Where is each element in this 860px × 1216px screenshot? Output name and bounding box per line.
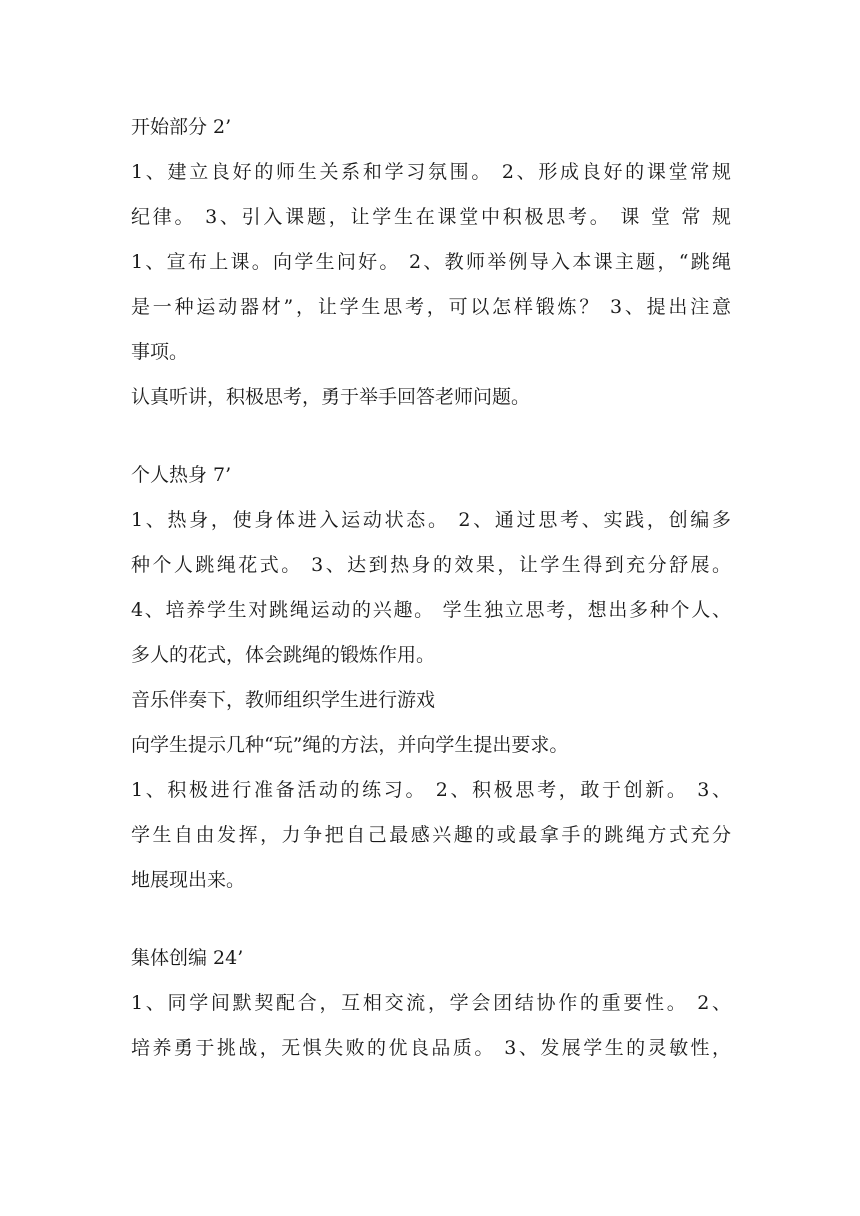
paragraph-line: 认真听讲，积极思考，勇于举手回答老师问题。	[131, 386, 531, 408]
section-heading: 个人热身 7’	[131, 464, 232, 486]
section-group-creation	[131, 941, 731, 1065]
paragraph-line: 1、同学间默契配合，互相交流，学会团结协作的重要性。 2、	[131, 992, 731, 1014]
paragraph-line: 1、建立良好的师生关系和学习氛围。 2、形成良好的课堂常规	[131, 161, 731, 183]
paragraph-line: 学生自由发挥，力争把自己最感兴趣的或最拿手的跳绳方式充分	[131, 824, 731, 846]
paragraph-line: 地展现出来。	[131, 869, 246, 891]
section-spacer	[131, 908, 731, 941]
section-heading: 集体创编 24’	[131, 947, 244, 969]
paragraph-line: 1、宣布上课。向学生问好。 2、教师举例导入本课主题，“跳绳	[131, 251, 731, 273]
paragraph-line: 向学生提示几种“玩”绳的方法，并向学生提出要求。	[131, 734, 569, 756]
paragraph-line: 是一种运动器材”，让学生思考，可以怎样锻炼？ 3、提出注意	[131, 296, 731, 318]
paragraph-line: 纪律。 3、引入课题，让学生在课堂中积极思考。 课 堂 常 规	[131, 206, 731, 228]
paragraph-line: 种个人跳绳花式。 3、达到热身的效果，让学生得到充分舒展。	[131, 554, 731, 576]
paragraph-line: 1、热身，使身体进入运动状态。 2、通过思考、实践，创编多	[131, 509, 731, 531]
section-heading: 开始部分 2’	[131, 116, 232, 138]
paragraph-line: 4、培养学生对跳绳运动的兴趣。 学生独立思考，想出多种个人、	[131, 599, 731, 621]
paragraph-line: 多人的花式，体会跳绳的锻炼作用。	[131, 644, 436, 666]
paragraph-line: 1、积极进行准备活动的练习。 2、积极思考，敢于创新。 3、	[131, 779, 731, 801]
section-spacer	[131, 425, 731, 458]
paragraph-line: 培养勇于挑战，无惧失败的优良品质。 3、发展学生的灵敏性，	[131, 1037, 731, 1059]
section-opening	[131, 110, 731, 414]
paragraph-line: 音乐伴奏下，教师组织学生进行游戏	[131, 689, 436, 711]
document-page	[131, 110, 731, 1076]
section-warmup	[131, 458, 731, 897]
paragraph-line: 事项。	[131, 341, 189, 363]
